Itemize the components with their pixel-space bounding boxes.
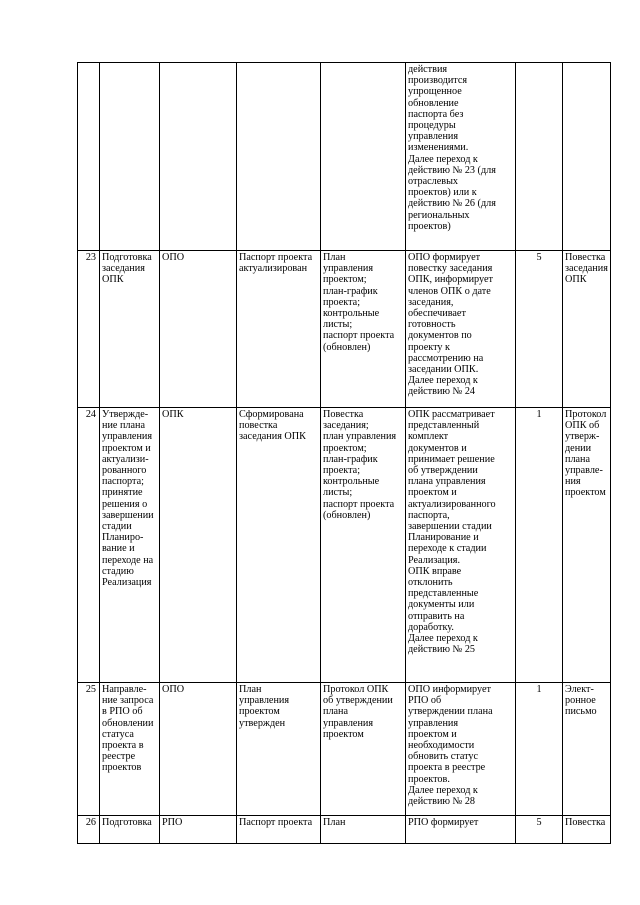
cell-text-line: проектов): [408, 220, 451, 232]
cell-text-line: Утвержде-: [102, 409, 149, 420]
cell-text-line: процедуры: [408, 120, 456, 132]
cell-text-line: паспорт проекта: [323, 330, 395, 342]
step-number-cell: 23: [78, 251, 100, 408]
cell-text-line: производится: [408, 75, 468, 87]
result-cell: [563, 683, 611, 816]
cell-text-line: необходимости: [408, 740, 475, 752]
cell-text-line: Подготовка: [102, 817, 152, 828]
cell-text-line: действию № 28: [408, 796, 476, 808]
cell-text-line: актуализированного: [408, 498, 496, 510]
cell-text-line: Повестка: [565, 252, 606, 263]
cell-text-line: план управления: [323, 431, 397, 443]
cell-text-line: принятие: [102, 487, 143, 499]
cell-text-line: план-график: [323, 285, 378, 297]
cell-text-line: паспорта без: [408, 108, 464, 120]
cell-text-line: документов по: [408, 330, 472, 342]
executor-cell: [160, 63, 237, 251]
duration-cell: [516, 63, 563, 251]
step-number-cell: 24: [78, 408, 100, 683]
cell-text-line: План: [239, 684, 262, 695]
cell-text-line: переходе к стадии: [408, 543, 487, 555]
table-row: [78, 683, 611, 816]
cell-text-line: Повестка: [565, 817, 606, 828]
cell-text-line: ОПК: [565, 274, 587, 286]
cell-text-line: паспорта;: [102, 476, 144, 488]
table-row: [78, 408, 611, 683]
cell-text-line: принимает решение: [408, 453, 495, 465]
cell-text-line: Далее переход к: [408, 153, 478, 165]
cell-text-line: проектом;: [323, 274, 367, 286]
cell-text-line: Повестка: [323, 409, 364, 420]
cell-text-line: ОПО формирует: [408, 252, 481, 263]
cell-text-line: План: [323, 252, 346, 263]
cell-text-line: плана управления: [408, 476, 486, 488]
cell-text-line: ОПК вправе: [408, 565, 462, 577]
cell-text-line: проектом;: [323, 442, 367, 454]
step-number-cell: 26: [78, 816, 100, 844]
step-number-cell: 25: [78, 683, 100, 816]
cell-text-line: готовность: [408, 319, 456, 331]
cell-text-line: ОПК: [102, 274, 124, 286]
cell-text-line: решения о: [102, 498, 148, 510]
cell-text-line: актуализи-: [102, 453, 149, 465]
duration-cell: 1: [516, 408, 563, 683]
cell-text-line: управления: [408, 131, 459, 143]
cell-text-line: обновление: [408, 97, 459, 109]
cell-text-line: письмо: [565, 706, 597, 718]
cell-text-line: изменениями.: [408, 142, 469, 154]
cell-text-line: членов ОПК о дате: [408, 285, 491, 297]
cell-text-line: Протокол ОПК: [323, 684, 389, 695]
executor-cell: [160, 408, 237, 683]
cell-text-line: Далее переход к: [408, 375, 478, 387]
cell-text-line: Протокол: [565, 409, 607, 420]
cell-text-line: РПО формирует: [408, 817, 479, 828]
description-cell: [406, 816, 516, 844]
cell-text-line: Паспорт проекта: [239, 817, 313, 828]
table-row: [78, 251, 611, 408]
cell-text-line: проектом: [323, 728, 364, 740]
duration-cell: 5: [516, 816, 563, 844]
cell-text-line: действию № 24: [408, 386, 476, 398]
cell-text-line: комплект: [408, 431, 449, 443]
cell-text-line: актуализирован: [239, 263, 308, 275]
cell-text-line: повестку заседания: [408, 263, 493, 275]
duration-cell: 5: [516, 251, 563, 408]
cell-text-line: переходе на: [102, 554, 154, 566]
cell-text-line: Паспорт проекта: [239, 252, 313, 263]
description-cell: [406, 251, 516, 408]
cell-text-line: проектом: [239, 706, 280, 718]
cell-text-line: действию № 26 (для: [408, 198, 496, 210]
action-cell: [100, 816, 160, 844]
cell-text-line: ОПО: [162, 684, 185, 695]
trigger-cell: [237, 63, 321, 251]
cell-text-line: Далее переход к: [408, 784, 478, 796]
cell-text-line: план-график: [323, 453, 378, 465]
cell-text-line: паспорт проекта: [323, 498, 395, 510]
cell-text-line: рассмотрению на: [408, 352, 484, 364]
cell-text-line: ОПК рассматривает: [408, 409, 495, 420]
cell-text-line: контрольные: [323, 308, 380, 320]
action-cell: [100, 63, 160, 251]
cell-text-line: отраслевых: [408, 176, 459, 188]
cell-text-line: листы;: [323, 319, 353, 331]
cell-text-line: Планиро-: [102, 532, 144, 544]
cell-text-line: вание и: [102, 543, 135, 555]
cell-text-line: ния: [565, 476, 581, 488]
action-cell: [100, 408, 160, 683]
cell-text-line: дении: [565, 442, 592, 454]
description-cell: [406, 683, 516, 816]
cell-text-line: проектом: [565, 487, 606, 499]
cell-text-line: упрощенное: [408, 86, 462, 98]
cell-text-line: Реализация.: [408, 554, 461, 566]
cell-text-line: об утверждении: [323, 695, 393, 707]
cell-text-line: заседания: [565, 263, 608, 275]
cell-text-line: об утверждении: [408, 465, 478, 477]
cell-text-line: статуса: [102, 728, 134, 740]
cell-text-line: региональных: [408, 209, 470, 221]
cell-text-line: заседании ОПК.: [408, 364, 479, 376]
cell-text-line: заседания;: [323, 420, 369, 432]
table-body: [78, 63, 611, 844]
cell-text-line: ОПК об: [565, 420, 600, 432]
cell-text-line: управления: [102, 431, 153, 443]
cell-text-line: управления: [408, 717, 459, 729]
action-cell: [100, 683, 160, 816]
cell-text-line: управления: [239, 695, 290, 707]
cell-text-line: реестре: [102, 751, 136, 763]
step-number-cell: [78, 63, 100, 251]
cell-text-line: представленный: [408, 420, 480, 432]
executor-cell: [160, 816, 237, 844]
cell-text-line: (обновлен): [323, 341, 371, 353]
cell-text-line: Подготовка: [102, 252, 152, 263]
cell-text-line: заседания,: [408, 296, 454, 308]
cell-text-line: заседания ОПК: [239, 431, 306, 443]
cell-text-line: проекта в реестре: [408, 762, 486, 774]
inputs-cell: [321, 408, 406, 683]
cell-text-line: действию № 25: [408, 644, 476, 656]
cell-text-line: проектов.: [408, 773, 450, 785]
cell-text-line: ние запроса: [102, 695, 154, 707]
cell-text-line: утверж-: [565, 431, 600, 443]
action-cell: [100, 251, 160, 408]
inputs-cell: [321, 683, 406, 816]
process-table: [77, 62, 611, 844]
inputs-cell: [321, 251, 406, 408]
result-cell: [563, 251, 611, 408]
result-cell: [563, 408, 611, 683]
cell-text-line: ние плана: [102, 420, 146, 432]
cell-text-line: проектов: [102, 762, 142, 774]
trigger-cell: [237, 251, 321, 408]
cell-text-line: Планирование и: [408, 532, 479, 544]
trigger-cell: [237, 683, 321, 816]
cell-text-line: листы;: [323, 487, 353, 499]
table-row: [78, 816, 611, 844]
cell-text-line: РПО об: [408, 695, 442, 707]
cell-text-line: управле-: [565, 465, 603, 477]
cell-text-line: проекту к: [408, 341, 451, 353]
cell-text-line: проектом и: [408, 487, 457, 499]
cell-text-line: в РПО об: [102, 706, 143, 718]
cell-text-line: Направле-: [102, 684, 147, 695]
cell-text-line: проекта в: [102, 740, 144, 752]
inputs-cell: [321, 816, 406, 844]
cell-text-line: плана: [323, 706, 349, 718]
cell-text-line: контрольные: [323, 476, 380, 488]
cell-text-line: Сформирована: [239, 409, 304, 420]
cell-text-line: управления: [323, 717, 374, 729]
cell-text-line: ОПО: [162, 252, 185, 263]
cell-text-line: проектов) или к: [408, 187, 477, 199]
result-cell: [563, 816, 611, 844]
cell-text-line: доработку.: [408, 621, 454, 633]
cell-text-line: рованного: [102, 465, 147, 477]
cell-text-line: заседания: [102, 263, 145, 275]
cell-text-line: стадии: [102, 521, 132, 533]
result-cell: [563, 63, 611, 251]
inputs-cell: [321, 63, 406, 251]
cell-text-line: План: [323, 817, 346, 828]
cell-text-line: паспорта,: [408, 509, 450, 521]
executor-cell: [160, 251, 237, 408]
table-row: [78, 63, 611, 251]
cell-text-line: проектом и: [102, 442, 151, 454]
cell-text-line: Далее переход к: [408, 633, 478, 645]
cell-text-line: Реализация: [102, 577, 152, 589]
duration-cell: 1: [516, 683, 563, 816]
description-cell: [406, 408, 516, 683]
cell-text-line: ОПО информирует: [408, 684, 491, 695]
trigger-cell: [237, 816, 321, 844]
cell-text-line: проектом и: [408, 728, 457, 740]
cell-text-line: проекта;: [323, 296, 361, 308]
cell-text-line: ОПК: [162, 409, 184, 420]
trigger-cell: [237, 408, 321, 683]
cell-text-line: проекта;: [323, 465, 361, 477]
cell-text-line: плана: [565, 453, 591, 465]
cell-text-line: управления: [323, 263, 374, 275]
cell-text-line: действию № 23 (для: [408, 164, 496, 176]
cell-text-line: завершении стадии: [408, 521, 492, 533]
cell-text-line: отправить на: [408, 610, 465, 622]
cell-text-line: повестка: [239, 420, 278, 432]
cell-text-line: документов и: [408, 442, 467, 454]
cell-text-line: ронное: [565, 695, 596, 707]
description-cell: [406, 63, 516, 251]
cell-text-line: документы или: [408, 599, 475, 611]
cell-text-line: утверждении плана: [408, 706, 493, 718]
cell-text-line: ОПК, информирует: [408, 274, 493, 286]
cell-text-line: обновлении: [102, 717, 154, 729]
cell-text-line: представленные: [408, 588, 479, 600]
cell-text-line: завершении: [102, 509, 154, 521]
cell-text-line: отклонить: [408, 577, 453, 589]
cell-text-line: обновить статус: [408, 751, 479, 763]
cell-text-line: обеспечивает: [408, 308, 466, 320]
cell-text-line: РПО: [162, 817, 183, 828]
cell-text-line: утвержден: [239, 717, 286, 729]
executor-cell: [160, 683, 237, 816]
cell-text-line: (обновлен): [323, 509, 371, 521]
cell-text-line: стадию: [102, 565, 134, 577]
cell-text-line: действия: [408, 64, 448, 75]
cell-text-line: Элект-: [565, 684, 594, 695]
